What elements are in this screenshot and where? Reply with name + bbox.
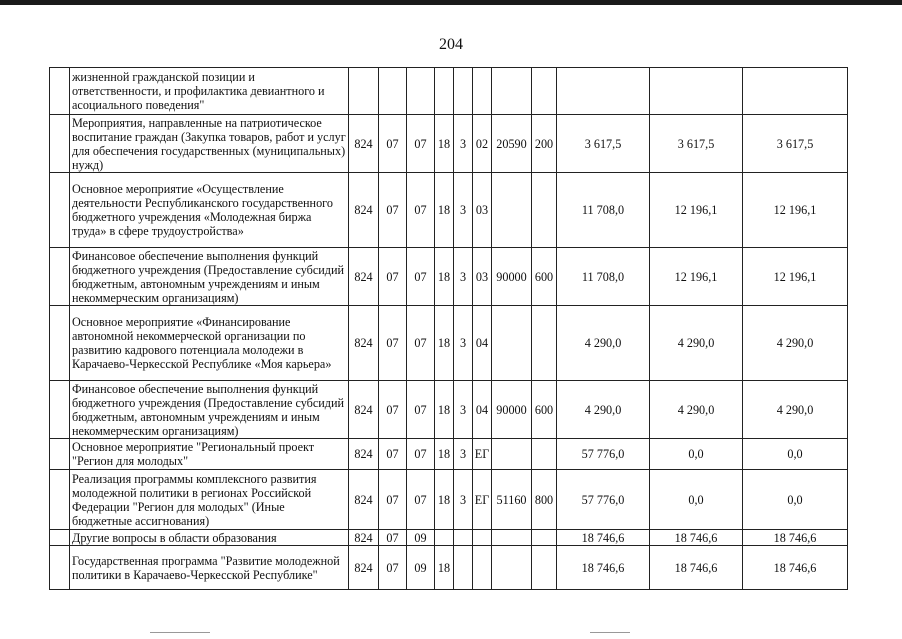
- amount-y1: 3 617,5: [557, 115, 650, 173]
- code-pr: 07: [407, 248, 435, 306]
- code-p3: ЕГ: [473, 470, 492, 530]
- amount-y1: 4 290,0: [557, 381, 650, 439]
- amount-y2: 4 290,0: [650, 381, 743, 439]
- top-rule: [0, 0, 902, 5]
- code-gr: 824: [349, 381, 379, 439]
- code-gr: 824: [349, 546, 379, 590]
- amount-y1: 57 776,0: [557, 439, 650, 470]
- code-rz: 07: [379, 530, 407, 546]
- margin-cell: [50, 546, 70, 590]
- code-rz: 07: [379, 306, 407, 381]
- amount-y1: 57 776,0: [557, 470, 650, 530]
- table-row: [50, 470, 848, 530]
- code-gr: 824: [349, 439, 379, 470]
- code-p2: 3: [454, 248, 473, 306]
- code-p1: 18: [435, 306, 454, 381]
- code-vr: [532, 546, 557, 590]
- row-name: жизненной гражданской позиции и ответственности, и профилактика девиантного и асоциального поведения": [70, 68, 349, 115]
- table-row: [50, 68, 848, 115]
- code-p4: [492, 173, 532, 248]
- code-p3: [473, 530, 492, 546]
- scan-mark: [590, 632, 630, 633]
- row-name: Другие вопросы в области образования: [70, 530, 349, 546]
- amount-y3: 0,0: [743, 439, 848, 470]
- amount-y1: 18 746,6: [557, 530, 650, 546]
- code-p4: 51160: [492, 470, 532, 530]
- code-p1: [435, 530, 454, 546]
- amount-y2: 18 746,6: [650, 546, 743, 590]
- code-p1: 18: [435, 248, 454, 306]
- code-p2: 3: [454, 115, 473, 173]
- amount-y1: 11 708,0: [557, 173, 650, 248]
- code-vr: 600: [532, 381, 557, 439]
- amount-y2: 4 290,0: [650, 306, 743, 381]
- amount-y2: 12 196,1: [650, 173, 743, 248]
- table-row: [50, 530, 848, 546]
- code-rz: 07: [379, 173, 407, 248]
- code-rz: 07: [379, 381, 407, 439]
- code-p2: [454, 68, 473, 115]
- margin-cell: [50, 248, 70, 306]
- amount-y1: 4 290,0: [557, 306, 650, 381]
- code-p1: 18: [435, 546, 454, 590]
- code-gr: 824: [349, 530, 379, 546]
- row-name: Государственная программа "Развитие молодежной политики в Карачаево-Черкесской Республике": [70, 546, 349, 590]
- margin-cell: [50, 68, 70, 115]
- code-vr: [532, 439, 557, 470]
- code-p4: [492, 306, 532, 381]
- code-pr: 07: [407, 115, 435, 173]
- code-pr: 07: [407, 439, 435, 470]
- code-p3: [473, 68, 492, 115]
- table-row: [50, 248, 848, 306]
- margin-cell: [50, 530, 70, 546]
- amount-y2: 0,0: [650, 439, 743, 470]
- table-row: [50, 381, 848, 439]
- code-vr: [532, 173, 557, 248]
- code-pr: 07: [407, 306, 435, 381]
- table-row: [50, 115, 848, 173]
- amount-y3: 18 746,6: [743, 546, 848, 590]
- scan-mark: [150, 632, 210, 633]
- code-p2: 3: [454, 439, 473, 470]
- page-number: 204: [439, 36, 463, 53]
- code-p1: 18: [435, 470, 454, 530]
- margin-cell: [50, 173, 70, 248]
- code-p3: 03: [473, 248, 492, 306]
- code-rz: 07: [379, 546, 407, 590]
- amount-y3: 12 196,1: [743, 248, 848, 306]
- table-row: [50, 306, 848, 381]
- row-name: Основное мероприятие «Финансирование автономной некоммерческой организации по развитию кадрового потенциала молодежи в Карачаево-Черкесской Республике «Моя карьера»: [70, 306, 349, 381]
- code-p4: [492, 530, 532, 546]
- margin-cell: [50, 306, 70, 381]
- code-gr: 824: [349, 306, 379, 381]
- row-name: Финансовое обеспечение выполнения функций бюджетного учреждения (Предоставление субсидий бюджетным, автономным учреждениям и иным некоммерческим организациям): [70, 248, 349, 306]
- code-vr: 600: [532, 248, 557, 306]
- code-p4: 90000: [492, 248, 532, 306]
- code-vr: 800: [532, 470, 557, 530]
- code-p3: ЕГ: [473, 439, 492, 470]
- margin-cell: [50, 439, 70, 470]
- code-pr: 09: [407, 530, 435, 546]
- code-vr: [532, 306, 557, 381]
- code-pr: 07: [407, 381, 435, 439]
- code-p2: 3: [454, 381, 473, 439]
- code-p2: 3: [454, 173, 473, 248]
- code-pr: 09: [407, 546, 435, 590]
- row-name: Реализация программы комплексного развития молодежной политики в регионах Российской Федерации "Регион для молодых" (Иные бюджетные ассигнования): [70, 470, 349, 530]
- amount-y3: 4 290,0: [743, 381, 848, 439]
- row-name: Мероприятия, направленные на патриотическое воспитание граждан (Закупка товаров, работ и услуг для обеспечения государственных (муниципальных) нужд): [70, 115, 349, 173]
- margin-cell: [50, 115, 70, 173]
- code-p3: 04: [473, 306, 492, 381]
- code-gr: 824: [349, 173, 379, 248]
- budget-table: [49, 67, 848, 590]
- code-p3: [473, 546, 492, 590]
- amount-y2: 3 617,5: [650, 115, 743, 173]
- code-p4: 20590: [492, 115, 532, 173]
- code-p3: 04: [473, 381, 492, 439]
- code-rz: 07: [379, 470, 407, 530]
- amount-y2: 18 746,6: [650, 530, 743, 546]
- row-name: Финансовое обеспечение выполнения функций бюджетного учреждения (Предоставление субсидий бюджетным, автономным учреждениям и иным некоммерческим организациям): [70, 381, 349, 439]
- amount-y2: 12 196,1: [650, 248, 743, 306]
- margin-cell: [50, 381, 70, 439]
- code-p2: 3: [454, 306, 473, 381]
- code-rz: 07: [379, 248, 407, 306]
- code-p1: [435, 68, 454, 115]
- amount-y3: 4 290,0: [743, 306, 848, 381]
- margin-cell: [50, 470, 70, 530]
- code-p3: 02: [473, 115, 492, 173]
- code-p2: 3: [454, 470, 473, 530]
- code-p1: 18: [435, 173, 454, 248]
- code-pr: 07: [407, 470, 435, 530]
- row-name: Основное мероприятие "Региональный проект "Регион для молодых": [70, 439, 349, 470]
- amount-y3: 3 617,5: [743, 115, 848, 173]
- code-vr: 200: [532, 115, 557, 173]
- code-p4: [492, 439, 532, 470]
- amount-y3: 18 746,6: [743, 530, 848, 546]
- code-p4: [492, 546, 532, 590]
- code-gr: 824: [349, 115, 379, 173]
- table-row: [50, 546, 848, 590]
- code-p1: 18: [435, 115, 454, 173]
- amount-y2: [650, 68, 743, 115]
- amount-y3: [743, 68, 848, 115]
- code-p4: 90000: [492, 381, 532, 439]
- amount-y1: 18 746,6: [557, 546, 650, 590]
- code-p2: [454, 546, 473, 590]
- code-gr: [349, 68, 379, 115]
- amount-y2: 0,0: [650, 470, 743, 530]
- code-gr: 824: [349, 470, 379, 530]
- table-row: [50, 173, 848, 248]
- amount-y3: 12 196,1: [743, 173, 848, 248]
- code-rz: 07: [379, 115, 407, 173]
- code-p2: [454, 530, 473, 546]
- row-name: Основное мероприятие «Осуществление деятельности Республиканского государственного бюджетного учреждения «Молодежная биржа труда» в сфере трудоустройства»: [70, 173, 349, 248]
- amount-y1: 11 708,0: [557, 248, 650, 306]
- code-p1: 18: [435, 439, 454, 470]
- code-gr: 824: [349, 248, 379, 306]
- code-pr: 07: [407, 173, 435, 248]
- table-row: [50, 439, 848, 470]
- code-pr: [407, 68, 435, 115]
- code-vr: [532, 530, 557, 546]
- code-p4: [492, 68, 532, 115]
- amount-y3: 0,0: [743, 470, 848, 530]
- code-rz: [379, 68, 407, 115]
- code-p1: 18: [435, 381, 454, 439]
- code-p3: 03: [473, 173, 492, 248]
- code-vr: [532, 68, 557, 115]
- code-rz: 07: [379, 439, 407, 470]
- amount-y1: [557, 68, 650, 115]
